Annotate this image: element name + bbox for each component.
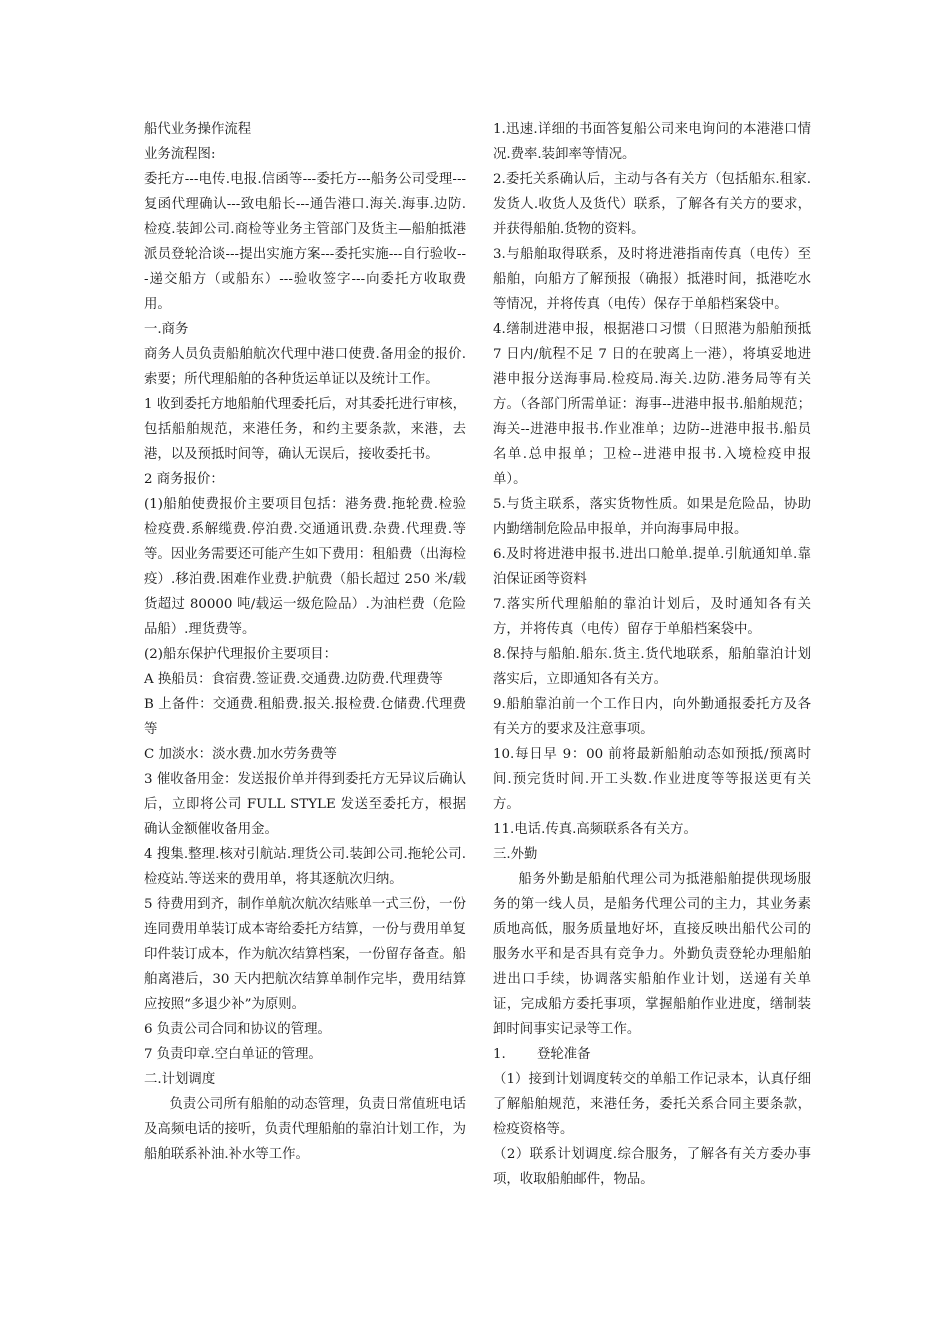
paragraph: 3 催收备用金：发送报价单并得到委托方无异议后确认后，立即将公司 FULL STYLE 发送至委托方，根据确认金额催收备用金。 xyxy=(144,772,466,837)
paragraph: 船务外勤是船舶代理公司为抵港船舶提供现场服务的第一线人员，是船务代理公司的主力，其业务素质地高低，服务质量地好坏，直接反映出船代公司的服务水平和是否具有竞争力。外勤负责登轮办理船舶进出口手续，协调落实船舶作业计划，送递有关单证，完成船方委托事项，掌握船舶作业进度，缮制装卸时间事实记录等工作。 xyxy=(493,872,811,1037)
paragraph xyxy=(493,1042,811,1067)
paragraph: 5.与货主联系，落实货物性质。如果是危险品，协助内勤缮制危险品申报单，并向海事局申报。 xyxy=(493,497,811,537)
paragraph: 8.保持与船舶.船东.货主.货代地联系，船舶靠泊计划落实后，立即通知各有关方。 xyxy=(493,647,811,687)
paragraph: 一.商务 xyxy=(144,322,189,337)
paragraph: 负责公司所有船舶的动态管理，负责日常值班电话及高频电话的接听，负责代理船舶的靠泊计划工作，为船舶联系补油.补水等工作。 xyxy=(144,1097,466,1162)
left-column xyxy=(144,117,466,1167)
paragraph: 7 负责印章.空白单证的管理。 xyxy=(144,1047,322,1062)
paragraph: 三.外勤 xyxy=(493,847,538,862)
paragraph: 1.迅速.详细的书面答复船公司来电询问的本港港口情况.费率.装卸率等情况。 xyxy=(493,122,811,162)
paragraph: 6.及时将进港申报书.进出口舱单.提单.引航通知单.靠泊保证函等资料 xyxy=(493,547,811,587)
paragraph: 10.每日早 9：00 前将最新船舶动态如预抵/预离时间.预完货时间.开工头数.作业进度等等报送更有关方。 xyxy=(493,747,811,812)
paragraph: 7.落实所代理船舶的靠泊计划后，及时通知各有关方，并将传真（电传）留存于单船档案袋中。 xyxy=(493,597,811,637)
paragraph: 委托方---电传.电报.信函等---委托方---船务公司受理---复函代理确认---致电船长---通告港口.海关.海事.边防.检疫.装卸公司.商检等业务主管部门及货主—船舶抵港派员登轮洽谈---提出实施方案---委托实施---自行验收---递交船方（或船东）---验收签字---向委托方收取费用。 xyxy=(144,172,466,312)
paragraph: 4 搜集.整理.核对引航站.理货公司.装卸公司.拖轮公司.检疫站.等送来的费用单，将其逐航次归纳。 xyxy=(144,847,466,887)
paragraph: （2）联系计划调度.综合服务，了解各有关方委办事项，收取船舶邮件，物品。 xyxy=(493,1147,811,1187)
paragraph: 2.委托关系确认后，主动与各有关方（包括船东.租家.发货人.收货人及货代）联系，了解各有关方的要求，并获得船舶.货物的资料。 xyxy=(493,172,811,237)
paragraph-number: 1. xyxy=(493,1047,506,1062)
paragraph: 5 待费用到齐，制作单航次航次结账单一式三份，一份连同费用单装订成本寄给委托方结算，一份与费用单复印件装订成本，作为航次结算档案，一份留存备查。船舶离港后，30 天内把航次结算单制作完毕，费用结算应按照“多退少补”为原则。 xyxy=(144,897,466,1012)
paragraph: (2)船东保护代理报价主要项目： xyxy=(144,647,338,662)
paragraph: A 换船员：食宿费.签证费.交通费.边防费.代理费等 xyxy=(144,672,443,687)
paragraph: 4.缮制进港申报，根据港口习惯（日照港为船舶预抵 7 日内/航程不足 7 日的在驶离上一港），将填妥地进港申报分送海事局.检疫局.海关.边防.港务局等有关方。（各部门所需单证：海事--进港申报书.船舶规范；海关--进港申报书.作业准单；边防--进港申报书.船员名单.总申报单；卫检--进港申报书.入境检疫申报单）。 xyxy=(493,322,811,487)
paragraph: 2 商务报价： xyxy=(144,472,224,487)
paragraph: 船代业务操作流程 xyxy=(144,122,252,137)
paragraph: 商务人员负责船舶航次代理中港口使费.备用金的报价.索要；所代理船舶的各种货运单证以及统计工作。 xyxy=(144,347,466,387)
paragraph-text: 登轮准备 xyxy=(537,1047,591,1062)
paragraph: (1)船舶使费报价主要项目包括：港务费.拖轮费.检验检疫费.系解缆费.停泊费.交通通讯费.杂费.代理费.等等。因业务需要还可能产生如下费用：租船费（出海检疫）.移泊费.困难作业费.护航费（船长超过 250 米/载货超过 80000 吨/载运一级危险品）.为油栏费（危险品船）.理货费等。 xyxy=(144,497,466,637)
right-column xyxy=(493,117,811,1192)
paragraph: 3.与船舶取得联系，及时将进港指南传真（电传）至船舶，向船方了解预报（确报）抵港时间，抵港吃水等情况，并将传真（电传）保存于单船档案袋中。 xyxy=(493,247,811,312)
paragraph: 9.船舶靠泊前一个工作日内，向外勤通报委托方及各有关方的要求及注意事项。 xyxy=(493,697,811,737)
paragraph: （1）接到计划调度转交的单船工作记录本，认真仔细了解船舶规范，来港任务，委托关系合同主要条款，检疫资格等。 xyxy=(493,1072,811,1137)
paragraph: C 加淡水：淡水费.加水劳务费等 xyxy=(144,747,337,762)
paragraph: 6 负责公司合同和协议的管理。 xyxy=(144,1022,331,1037)
paragraph: B 上备件：交通费.租船费.报关.报检费.仓储费.代理费等 xyxy=(144,697,466,737)
paragraph: 1 收到委托方地船舶代理委托后，对其委托进行审核，包括船舶规范，来港任务，和约主要条款，来港，去港，以及预抵时间等，确认无误后，接收委托书。 xyxy=(144,397,466,462)
paragraph: 11.电话.传真.高频联系各有关方。 xyxy=(493,822,697,837)
paragraph: 业务流程图: xyxy=(144,147,216,162)
paragraph: 二.计划调度 xyxy=(144,1072,216,1087)
